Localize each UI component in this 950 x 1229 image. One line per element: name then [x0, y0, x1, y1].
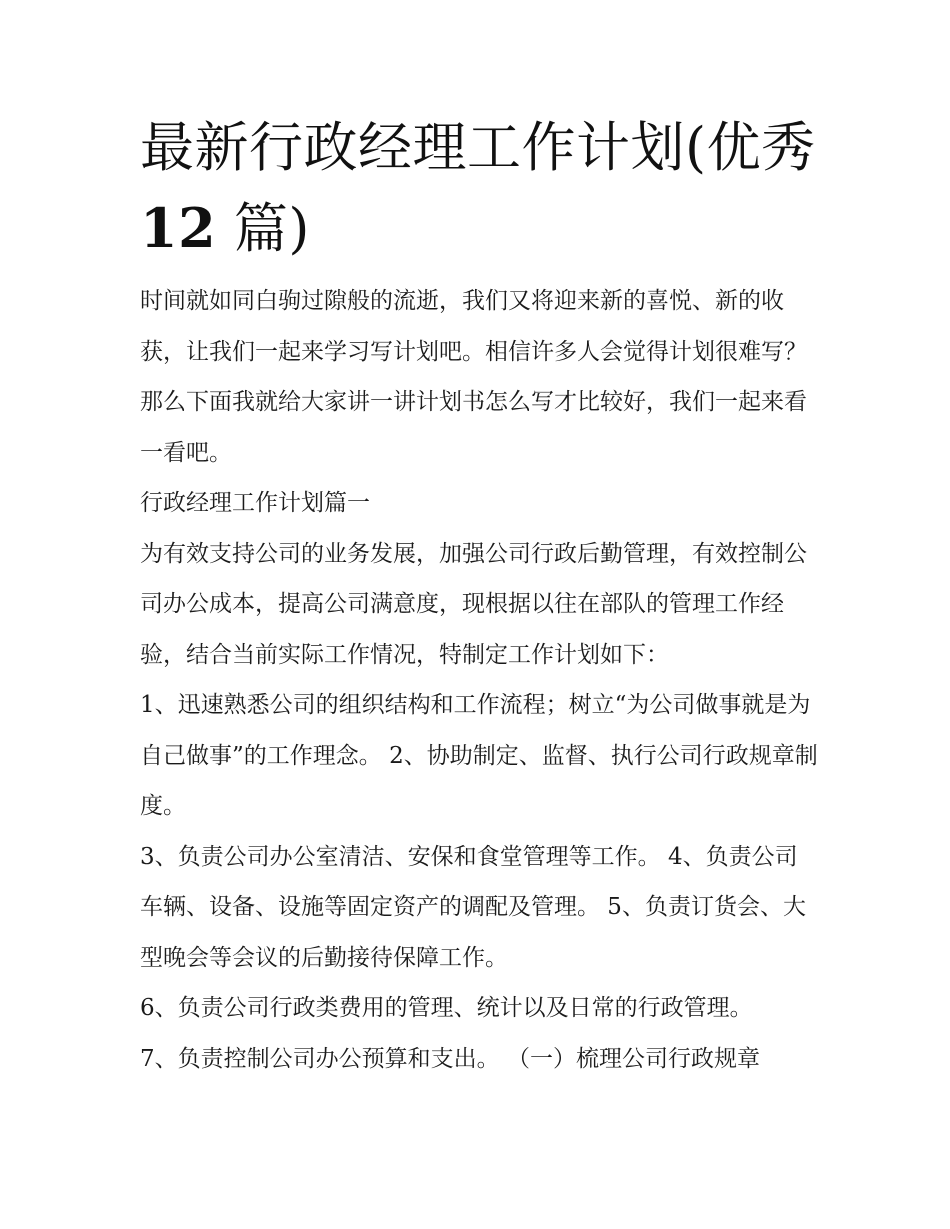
body-paragraph: 为有效支持公司的业务发展，加强公司行政后勤管理，有效控制公司办公成本，提高公司满意度，现根据以往在部队的管理工作经验，结合当前实际工作情况，特制定工作计划如下： — [140, 540, 807, 668]
list-paragraph: 1、迅速熟悉公司的组织结构和工作流程；树立“为公司做事就是为自己做事”的工作理念。 2、协助制定、监督、执行公司行政规章制度。 — [140, 692, 818, 819]
title-number: 12 — [140, 196, 217, 260]
list-paragraph: 7、负责控制公司办公预算和支出。 （一）梳理公司行政规章 — [140, 1045, 760, 1072]
document-body — [140, 276, 820, 1084]
title-line-2: 篇) — [233, 197, 310, 260]
list-paragraph: 6、负责公司行政类费用的管理、统计以及日常的行政管理。 — [140, 995, 753, 1021]
section-heading: 行政经理工作计划篇一 — [140, 490, 370, 516]
document-title — [140, 108, 820, 269]
title-line-1: 最新行政经理工作计划(优秀 — [140, 116, 816, 179]
list-paragraph: 3、负责公司办公室清洁、安保和食堂管理等工作。 4、负责公司车辆、设备、设施等固定资产的调配及管理。 5、负责订货会、大型晚会等会议的后勤接待保障工作。 — [140, 843, 806, 971]
intro-paragraph: 时间就如同白驹过隙般的流逝，我们又将迎来新的喜悦、新的收获，让我们一起来学习写计划吧。相信许多人会觉得计划很难写？那么下面我就给大家讲一讲计划书怎么写才比较好，我们一起来看一看吧。 — [140, 288, 807, 466]
